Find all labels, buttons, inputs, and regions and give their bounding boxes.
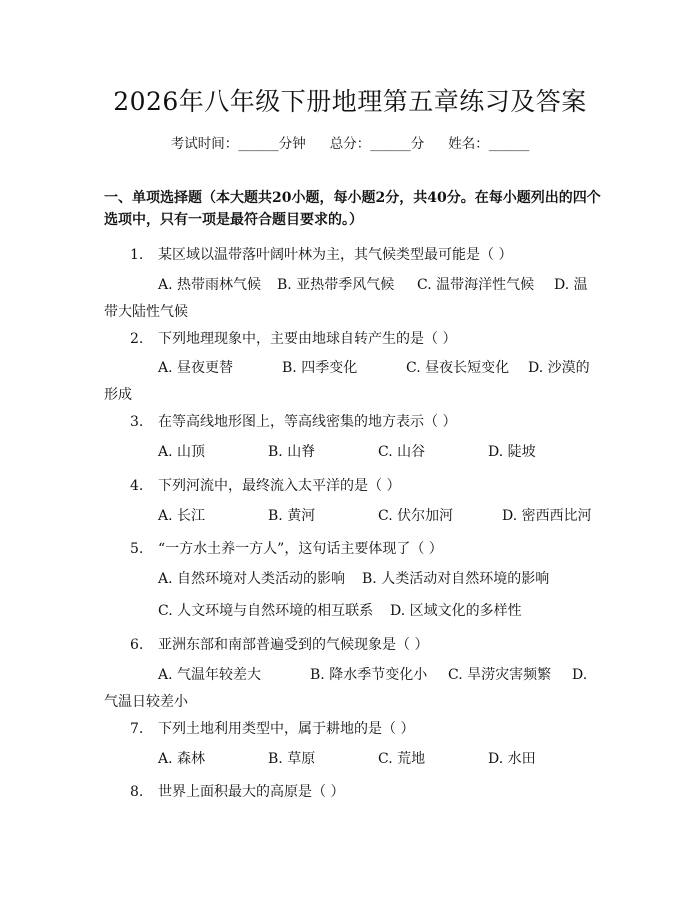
question-4-options [104, 503, 594, 530]
question-7 [130, 718, 414, 740]
question-3 [130, 411, 456, 433]
option-c: C. 旱涝灾害频繁 [448, 667, 552, 683]
question-5 [130, 538, 443, 560]
question-number: 7. [130, 721, 144, 737]
option-d: D. 密西西比河 [502, 508, 592, 524]
option-a: A. 森林 [158, 751, 206, 767]
exam-time-field: 考试时间：______分钟 [170, 136, 306, 152]
question-6 [130, 634, 428, 656]
question-text: 下列土地利用类型中，属于耕地的是（ ） [158, 721, 415, 737]
question-text: 世界上面积最大的高原是（ ） [158, 784, 345, 800]
question-text: 下列河流中，最终流入太平洋的是（ ） [158, 478, 401, 494]
question-number: 3. [130, 414, 144, 430]
option-a: A. 山顶 [158, 444, 206, 460]
question-1-options [104, 272, 594, 326]
option-c: C. 伏尔加河 [378, 508, 454, 524]
option-c: C. 昼夜长短变化 [406, 360, 510, 376]
question-number: 4. [130, 478, 144, 494]
question-2 [130, 328, 456, 350]
question-4 [130, 475, 400, 497]
option-b: B. 四季变化 [282, 360, 358, 376]
question-2-options [104, 355, 594, 409]
question-text: 下列地理现象中，主要由地球自转产生的是（ ） [158, 331, 457, 347]
question-number: 1. [130, 247, 144, 263]
option-d: D. 温带大陆性气候 [104, 277, 588, 320]
option-d: D. 区域文化的多样性 [390, 603, 522, 619]
option-b: B. 亚热带季风气候 [277, 277, 395, 293]
section-heading: 一、单项选择题（本大题共20小题，每小题2分，共40分。在每小题列出的四个选项中，只有一项是最符合题目要求的。） [104, 190, 601, 228]
option-b: B. 人类活动对自然环境的影响 [362, 571, 550, 587]
option-b: B. 草原 [268, 751, 316, 767]
option-c: C. 山谷 [378, 444, 426, 460]
option-d: D. 沙漠的形成 [104, 360, 590, 403]
question-text: 亚洲东部和南部普遍受到的气候现象是（ ） [158, 637, 429, 653]
student-name-field: 姓名：______ [448, 136, 530, 152]
question-number: 8. [130, 784, 144, 800]
option-d: D. 水田 [488, 751, 536, 767]
option-b: B. 山脊 [268, 444, 316, 460]
total-score-field: 总分：______分 [329, 136, 425, 152]
option-d: D. 陡坡 [488, 444, 536, 460]
page-title: 2026年八年级下册地理第五章练习及答案 [113, 87, 587, 116]
option-b: B. 黄河 [268, 508, 316, 524]
option-c: C. 荒地 [378, 751, 426, 767]
question-6-options [104, 662, 594, 716]
question-1 [130, 244, 512, 266]
option-a: A. 长江 [158, 508, 206, 524]
exam-meta [0, 132, 700, 152]
question-5-options-row1 [104, 566, 594, 593]
question-5-options-row2 [104, 598, 594, 625]
option-c: C. 人文环境与自然环境的相互联系 [158, 603, 374, 619]
option-a: A. 自然环境对人类活动的影响 [158, 571, 346, 587]
question-number: 5. [130, 541, 144, 557]
option-c: C. 温带海洋性气候 [417, 277, 535, 293]
question-7-options [104, 746, 594, 773]
question-text: 某区域以温带落叶阔叶林为主，其气候类型最可能是（ ） [158, 247, 513, 263]
option-a: A. 气温年较差大 [158, 667, 262, 683]
option-a: A. 热带雨林气候 [158, 277, 262, 293]
option-a: A. 昼夜更替 [158, 360, 234, 376]
option-b: B. 降水季节变化小 [310, 667, 428, 683]
question-number: 2. [130, 331, 144, 347]
option-d: D. 气温日较差小 [104, 667, 588, 710]
question-number: 6. [130, 637, 144, 653]
question-text: “一方水土养一方人”，这句话主要体现了（ ） [158, 541, 443, 557]
question-3-options [104, 439, 594, 466]
question-8 [130, 781, 344, 803]
question-text: 在等高线地形图上，等高线密集的地方表示（ ） [158, 414, 457, 430]
